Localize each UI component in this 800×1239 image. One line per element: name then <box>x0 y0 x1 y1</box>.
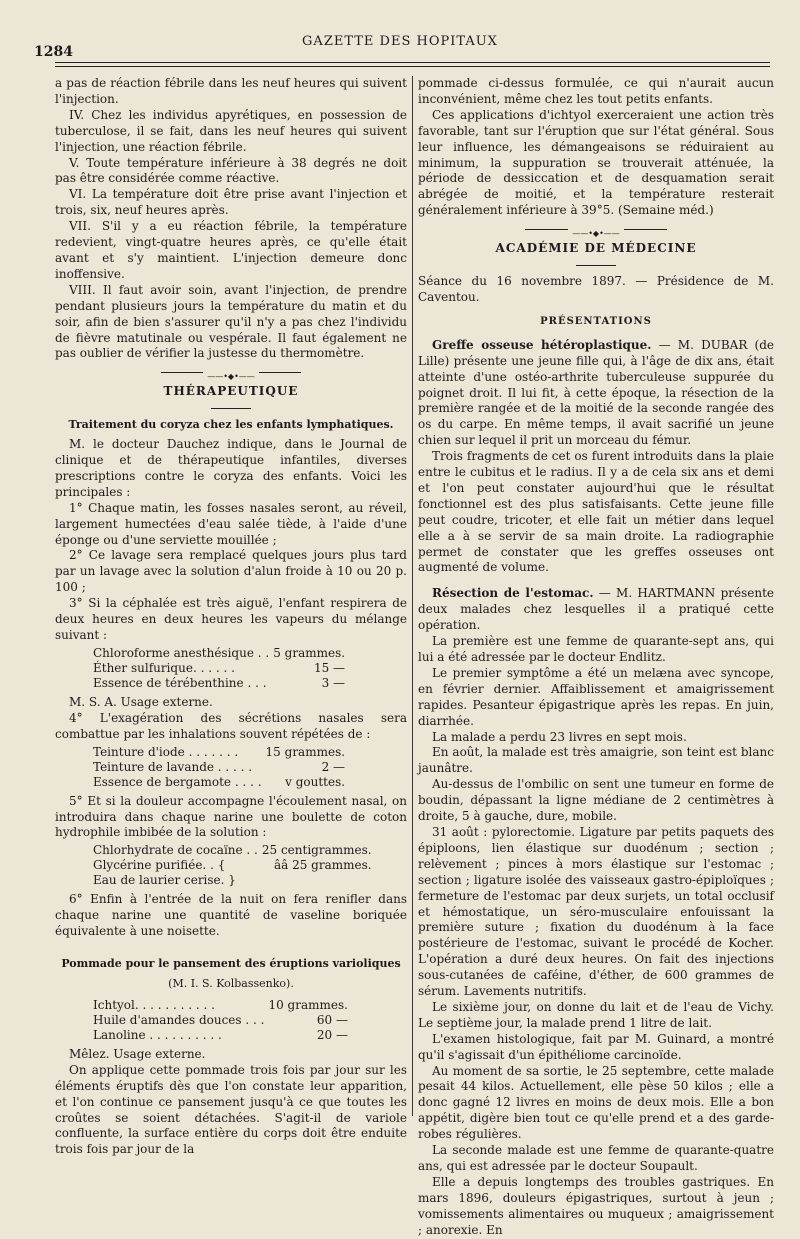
paragraph: V. Toute température inférieure à 38 degrés ne doit pas être considérée comme réactive. <box>55 155 407 186</box>
paragraph: Greffe osseuse hétéroplastique. — M. DUBAR (de Lille) présente une jeune fille qui, à l'âge de dix ans, était atteinte d'une ostéo-arthrite tuberculeuse suppurée du poignet droit. Il lui fit, à cette époque, la résection de la première rangée et de la moitié de la seconde rangée des os du carpe. En même temps, il avait sacrifié un jeune chien sur lequel il prit un morceau du fémur. <box>418 337 775 448</box>
header-rule-top <box>55 62 770 63</box>
subsection-title: PRÉSENTATIONS <box>540 315 652 327</box>
paragraph: Elle a depuis longtemps des troubles gastriques. En mars 1896, douleurs épigastriques, surtout à jeun ; vomissements alimentaires ou muqueux ; amaigrissement ; anorexie. En <box>418 1174 774 1237</box>
journal-title: GAZETTE DES HOPITAUX <box>302 34 498 49</box>
paragraph: M. le docteur Dauchez indique, dans le Journal de clinique et de thérapeutique infantiles, diverses prescriptions contre le coryza des enfants. Voici les principales : <box>55 437 407 499</box>
left-column <box>55 76 407 1158</box>
article-title: Résection de l'estomac. <box>432 586 594 601</box>
prescription-table <box>93 998 352 1043</box>
paragraph: VII. S'il y a eu réaction fébrile, la température redevient, vingt-quatre heures après, ce qu'elle était avant et s'y maintient. L'injection demeure donc inoffensive. <box>55 219 407 281</box>
paragraph: Ces applications d'ichtyol exerceraient une action très favorable, tant sur l'éruption que sur l'état général. Sous leur influence, les démangeaisons se réduiraient au minimum, la suppuration se trouverait atténuée, la période de dessiccation et de desquamation serait abrégée de moitié, et la température resterait généralement inférieure à 39°5. (Semaine méd.) <box>418 107 774 218</box>
article-author: (M. I. S. Kolbassenko). <box>168 976 294 990</box>
paragraph: 2° Ce lavage sera remplacé quelques jours plus tard par un lavage avec la solution d'alun froide à 10 ou 20 p. 100 ; <box>55 548 407 595</box>
table-row: Teinture d'iode . . . . . . . 15 grammes. <box>93 744 346 759</box>
prescription-table <box>93 745 349 790</box>
paragraph: La malade a perdu 23 livres en sept mois. <box>432 729 687 744</box>
table-row: Teinture de lavande . . . . . 2 — <box>93 759 346 774</box>
page-number: 1284 <box>34 44 73 60</box>
table-row: Huile d'amandes douces . . . 60 — <box>93 1012 348 1027</box>
paragraph: Résection de l'estomac. — M. HARTMANN présente deux malades chez lesquelles il a pratiqué cette opération. <box>418 586 774 633</box>
table-row: Eau de laurier cerise. } <box>93 873 236 888</box>
paragraph: Trois fragments de cet os furent introduits dans la plaie entre le cubitus et le radius. Il y a de cela six ans et demi et l'on peut constater aujourd'hui que le résultat fonctionnel est des plus satisfaisants. Cette jeune fille peut coudre, tricoter, et elle fait un métier dans lequel elle a à se servir de sa main droite. La radiographie permet de constater que les greffes osseuses ont augmenté de volume. <box>418 449 774 575</box>
table-row: Chlorhydrate de cocaïne . . 25 centigrammes. <box>93 843 372 858</box>
paragraph: VI. La température doit être prise avant l'injection et trois, six, neuf heures après. <box>55 187 407 218</box>
article-title: Greffe osseuse hétéroplastique. <box>432 337 652 352</box>
paragraph: Le premier symptôme a été un melæna avec syncope, en février dernier. Affaiblissement et amaigrissement rapides. Pesanteur épigastrique après les repas. En juin, diarrhée. <box>418 665 774 728</box>
paragraph: M. S. A. Usage externe. <box>69 694 213 709</box>
paragraph: 3° Si la céphalée est très aiguë, l'enfant respirera de deux heures en deux heures les vapeurs du mélange suivant : <box>55 596 407 642</box>
table-row: Ichtyol. . . . . . . . . . . 10 grammes. <box>93 997 348 1012</box>
column-divider <box>412 76 413 1116</box>
table-row: Lanoline . . . . . . . . . . 20 — <box>93 1027 348 1042</box>
table-row: Éther sulfurique. . . . . . 15 — <box>93 660 346 675</box>
paragraph: a pas de réaction fébrile dans les neuf heures qui suivent l'injection. <box>55 76 407 106</box>
paragraph: La première est une femme de quarante-sept ans, qui lui a été adressée par le docteur Endlitz. <box>418 634 774 664</box>
paragraph: En août, la malade est très amaigrie, son teint est blanc jaunâtre. <box>418 745 774 776</box>
paragraph: 31 août : pylorectomie. Ligature par petits paquets des épiploons, lien élastique sur duodénum ; section ; relèvement ; pinces à mors élastique sur l'estomac ; section ; ligature isolée des vaisseaux gastro-épiploïques ; fermeture de l'estomac par deux surjets, un total occlusif et hémostatique, un séro-musculaire enfouissant la première suture ; fixation du duodénum à la face postérieure de l'estomac, suivant le procédé de Kocher. L'opération a duré deux heures. On fait des injections sous-cutanées de caféine, d'éther, de 600 grammes de sérum. Lavements nutritifs. <box>418 824 774 999</box>
section-ornament: ——•◆•—— <box>55 368 407 376</box>
section-ornament: ——•◆•—— <box>418 225 774 233</box>
paragraph: Au moment de sa sortie, le 25 septembre, cette malade pesait 44 kilos. Actuellement, elle pèse 50 kilos ; elle a donc gagné 12 livres en moins de deux mois. Elle a bon appétit, digère bien tout ce qu'elle prend et a des garde-robes régulières. <box>418 1063 774 1142</box>
paragraph: Au-dessus de l'ombilic on sent une tumeur en forme de boudin, dépassant la ligne médiane de 2 centimètres à droite, 5 à gauche, dure, mobile. <box>418 777 774 824</box>
paragraph: 5° Et si la douleur accompagne l'écoulement nasal, on introduira dans chaque narine une boulette de coton hydrophile imbibée de la solution : <box>55 793 407 840</box>
paragraph: VIII. Il faut avoir soin, avant l'injection, de prendre pendant plusieurs jours la température du matin et du soir, afin de bien s'assurer qu'il n'y a pas chez l'individu de fièvre matutinale ou vespérale. Il faut également ne pas oublier de vérifier la justesse du thermomètre. <box>55 282 407 361</box>
section-title: THÉRAPEUTIQUE <box>163 384 299 399</box>
prescription-table <box>93 646 349 691</box>
seance-line: Séance du 16 novembre 1897. — Présidence de M. Caventou. <box>418 274 774 304</box>
header-rule-bottom <box>55 66 770 67</box>
paragraph: On applique cette pommade trois fois par jour sur les éléments éruptifs dès que l'on constate leur apparition, et l'on continue ce pansement jusqu'à ce que toutes les croûtes se soient détachées. S'agit-il de variole confluente, la surface entière du corps doit être enduite trois fois par jour de la <box>55 1062 407 1157</box>
paragraph: La seconde malade est une femme de quarante-quatre ans, qui est adressée par le docteur Soupault. <box>418 1143 774 1173</box>
prescription-table <box>93 843 376 888</box>
paragraph: L'examen histologique, fait par M. Guinard, a montré qu'il s'agissait d'un épithéliome carcinoïde. <box>418 1031 774 1062</box>
paragraph: 4° L'exagération des sécrétions nasales sera combattue par les inhalations souvent répétées de : <box>55 710 407 741</box>
paragraph: Mêlez. Usage externe. <box>69 1046 206 1061</box>
table-row: Essence de térébenthine . . . 3 — <box>93 675 346 690</box>
section-title: ACADÉMIE DE MÉDECINE <box>495 241 697 256</box>
article-title: Traitement du coryza chez les enfants lymphatiques. <box>68 418 394 432</box>
paragraph: pommade ci-dessus formulée, ce qui n'aurait aucun inconvénient, même chez les tout petits enfants. <box>418 76 774 106</box>
page-header <box>30 30 770 60</box>
right-column <box>418 76 774 1239</box>
short-rule <box>211 408 251 409</box>
article-title: Pommade pour le pansement des éruptions varioliques <box>61 957 401 971</box>
paragraph: Le sixième jour, on donne du lait et de l'eau de Vichy. Le septième jour, la malade prend 1 litre de lait. <box>418 999 774 1030</box>
paragraph: IV. Chez les individus apyrétiques, en possession de tuberculose, il se fait, dans les neuf heures qui suivent l'injection, une réaction fébrile. <box>55 107 407 154</box>
paragraph: 6° Enfin à l'entrée de la nuit on fera renifler dans chaque narine une quantité de vaseline boriquée équivalente à une noisette. <box>55 892 407 939</box>
table-row: Chloroforme anesthésique . . 5 grammes. <box>93 645 346 660</box>
table-row: Essence de bergamote . . . . v gouttes. <box>93 774 346 789</box>
paragraph: 1° Chaque matin, les fosses nasales seront, au réveil, largement humectées d'eau salée tiède, à l'aide d'une éponge ou d'une serviette mouillée ; <box>55 500 407 547</box>
table-row: Glycérine purifiée. . { ââ 25 grammes. <box>93 858 372 873</box>
short-rule <box>576 265 616 266</box>
